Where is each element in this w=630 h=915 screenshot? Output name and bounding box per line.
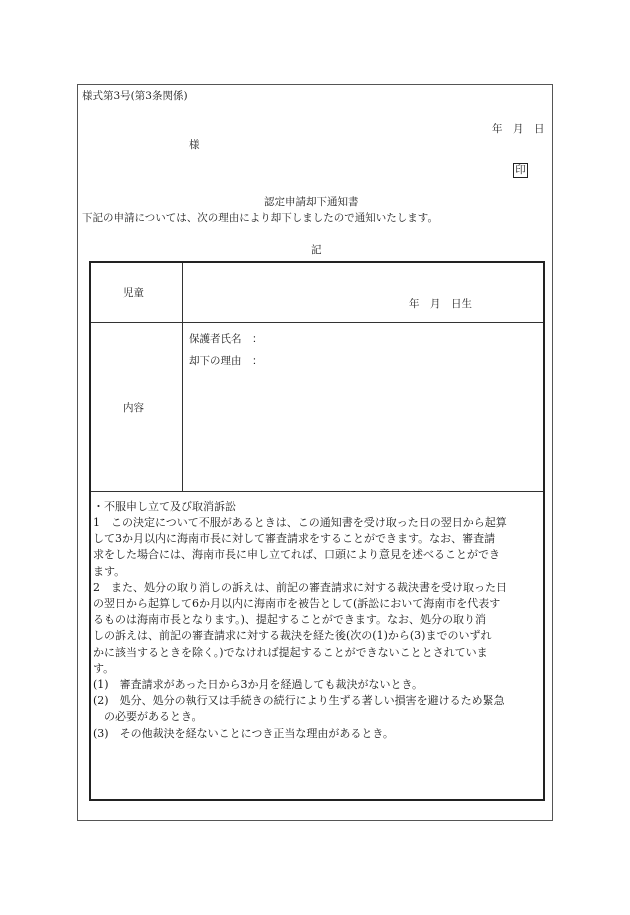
intro-text: 下記の申請については、次の理由により却下しましたので通知いたします。 xyxy=(82,212,438,224)
appeal-line: (2) 処分、処分の執行又は手続きの続行により生ずる著しい損害を避けるため緊急 xyxy=(93,694,505,708)
appeal-line: 2 また、処分の取り消しの訴えは、前記の審査請求に対する裁決書を受け取った日 xyxy=(93,580,507,594)
appeal-line: 求をした場合には、海南市長に申し立てれば、口頭により意見を述べることができ xyxy=(93,548,500,562)
appeal-line: ます。 xyxy=(93,564,126,578)
appeal-line: るものは海南市長となります。)、提起することができます。なお、処分の取り消 xyxy=(93,613,487,627)
reason-label: 却下の理由 ： xyxy=(189,355,263,367)
column-divider xyxy=(182,263,183,492)
form-number: 様式第3号(第3条関係) xyxy=(82,90,188,102)
appeal-line: (3) その他裁決を経ないことにつき正当な理由があるとき。 xyxy=(93,726,394,740)
appeal-line: かに該当するときを除く。)でなければ提起することができないこととされていま xyxy=(93,645,488,659)
appeal-heading: ・不服申し立て及び取消訴訟 xyxy=(93,500,236,513)
ki-label: 記 xyxy=(311,244,322,256)
child-label: 児童 xyxy=(123,287,144,299)
date-line: 年 月 日 xyxy=(492,123,545,135)
appeal-line: しの訴えは、前記の審査請求に対する裁決を経た後(次の(1)から(3)までのいずれ xyxy=(93,629,492,643)
guardian-label: 保護者氏名 ： xyxy=(189,333,263,345)
appeal-line: (1) 審査請求があった日から3か月を経過しても裁決がないとき。 xyxy=(93,678,424,691)
appeal-line: す。 xyxy=(93,661,115,675)
content-label: 内容 xyxy=(123,402,144,414)
appeal-line: 1 この決定について不服があるときは、この通知書を受け取った日の翌日から起算 xyxy=(93,516,507,529)
appeal-line: の翌日から起算して6か月以内に海南市を被告として(訴訟において海南市を代表す xyxy=(93,597,501,610)
addressee-suffix: 様 xyxy=(189,139,200,151)
row-divider-1 xyxy=(91,322,543,323)
appeal-line: して3か月以内に海南市長に対して審査請求をすることができます。なお、審査請 xyxy=(93,532,496,546)
document-title: 認定申請却下通知書 xyxy=(264,196,359,208)
appeal-line: の必要があるとき。 xyxy=(93,710,203,724)
row-divider-2 xyxy=(91,491,543,492)
seal-mark: 印 xyxy=(513,163,528,178)
birth-date: 年 月 日生 xyxy=(409,298,472,310)
